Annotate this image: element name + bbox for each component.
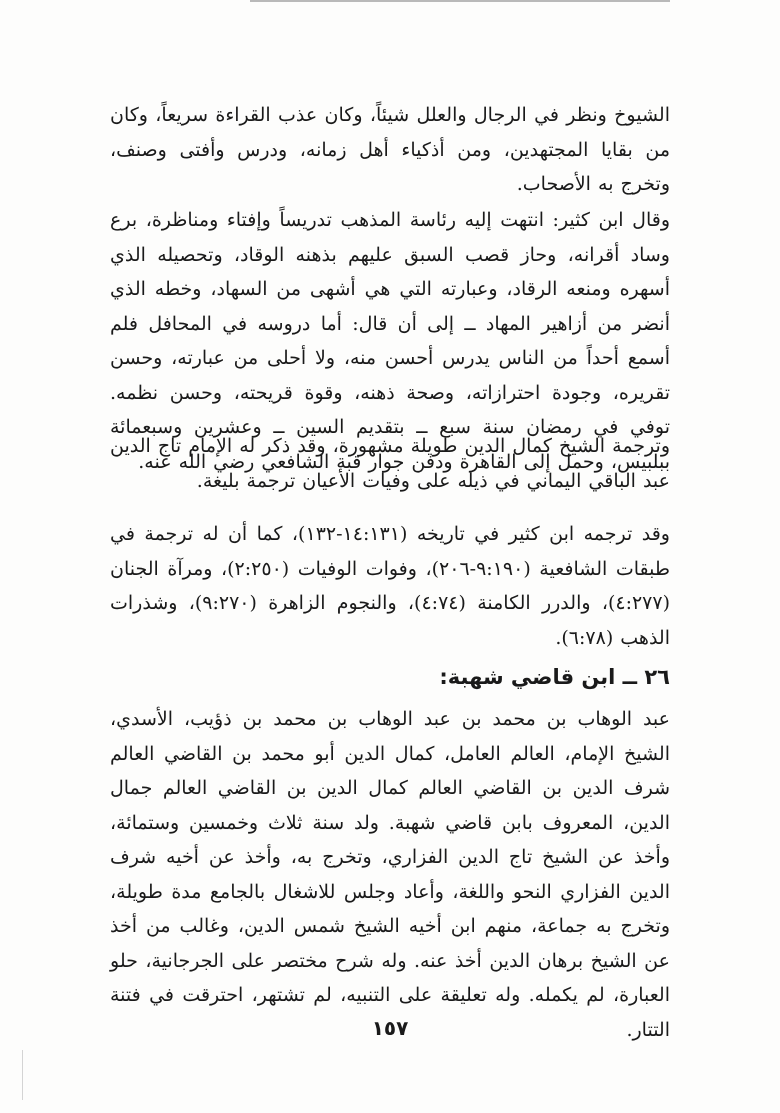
paragraph-kamal-al-din-note: وترجمة الشيخ كمال الدين طويلة مشهورة، وقد ذكر له الإمام تاج الدين عبد الباقي اليماني في ذيله على وفيات الأعيان ترجمة بليغة.: [110, 435, 670, 492]
top-edge-line: [250, 0, 670, 2]
paragraph-ibn-qadi-shuhba-biography: عبد الوهاب بن محمد بن عبد الوهاب بن محمد بن ذؤيب، الأسدي، الشيخ الإمام، العالم العامل، كمال الدين أبو محمد بن القاضي العالم شرف الدين بن القاضي العالم كمال الدين بن القاضي العالم جمال الدين، المعروف بابن قاضي شهبة. ولد سنة ثلاث وخمسين وستمائة، وأخذ عن الشيخ تاج الدين الفزاري، وتخرج به، وأخذ عن أخيه شرف الدين الفزاري النحو واللغة، وأعاد وجلس للاشغال بالجامع مدة طويلة، وتخرج به جماعة، منهم ابن أخيه الشيخ شمس الدين، وغالب من أخذ عن الشيخ برهان الدين أخذ عنه. وله شرح مختصر على الجرجانية، حلو العبارة، لم يكمله. وله تعليقة على التنبيه، لم تشتهر، احترقت في فتنة التتار.: [110, 708, 670, 1041]
paragraph-ibn-kathir-quote: وقال ابن كثير: انتهت إليه رئاسة المذهب تدريساً وإفتاء ومناظرة، برع وساد أقرانه، وحاز قصب السبق عليهم بذهنه الوقاد، وتحصيله الذي أسهره ومنعه الرقاد، وعبارته التي هي أشهى من السهاد، وخطه الذي أنضر من أزاهير المهاد ــ إلى أن قال: أما دروسه في المحافل فلم أسمع أحداً من الناس يدرس أحسن منه، ولا أحلى من عبارته، وحسن تقريره، وجودة احترازاته، وصحة ذهنه، وقوة قريحته، وحسن نظمه. توفي في رمضان سنة سبع ــ بتقديم السين ــ وعشرين وسبعمائة ببلبيس، وحمل إلى القاهرة ودفن جوار قبة الشافعي رضي الله عنه.: [110, 209, 670, 473]
paragraph-references: وقد ترجمه ابن كثير في تاريخه (١٤:١٣١-١٣٢)، كما أن له ترجمة في طبقات الشافعية (٩:١٩٠-٢٠٦)، وفوات الوفيات (٢:٢٥٠)، ومرآة الجنان (٤:٢٧٧)، والدرر الكامنة (٤:٧٤)، والنجوم الزاهرة (٩:٢٧٠)، وشذرات الذهب (٦:٧٨).: [110, 523, 671, 649]
section-heading: ٢٦ ــ ابن قاضي شهبة:: [439, 665, 670, 689]
page-number: ١٥٧: [371, 1016, 409, 1040]
scan-margin-mark: [22, 1050, 23, 1100]
paragraph-continued-biography: الشيوخ ونظر في الرجال والعلل شيئاً، وكان عذب القراءة سريعاً، وكان من بقايا المجتهدين، ومن أذكياء أهل زمانه، ودرس وأفتى وصنف، وتخرج به الأصحاب.: [110, 104, 670, 195]
